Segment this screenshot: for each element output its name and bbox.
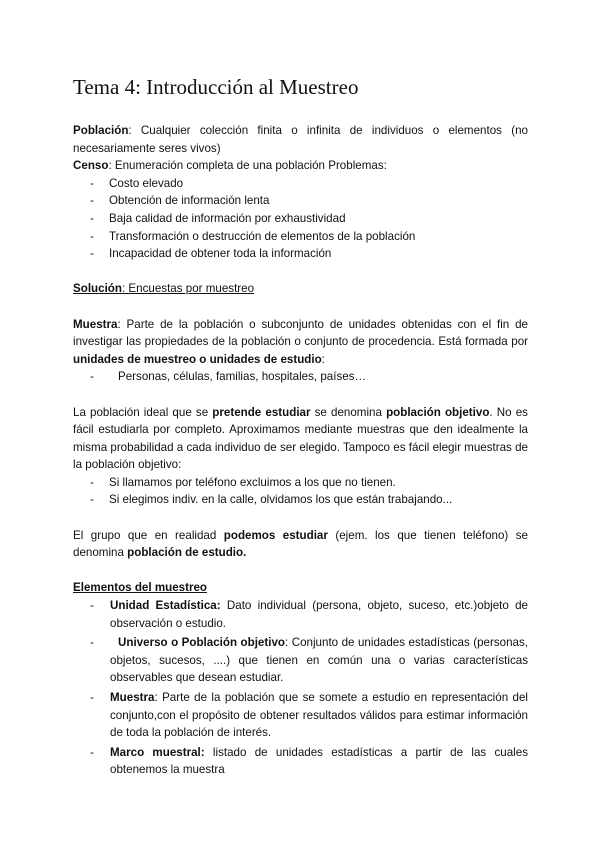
solucion-line bbox=[73, 280, 528, 298]
list-item: - Personas, células, familias, hospitales, países… bbox=[90, 370, 367, 384]
elementos-heading: Elementos del muestreo bbox=[73, 581, 208, 595]
objetivo-examples-list bbox=[73, 474, 528, 509]
elementos-list bbox=[73, 597, 528, 779]
list-item: - Baja calidad de información por exhaustividad bbox=[90, 211, 346, 225]
muestra-term: Muestra bbox=[73, 317, 118, 331]
list-item: - Si llamamos por teléfono excluimos a los que no tienen. bbox=[90, 475, 396, 489]
muestra-examples-list bbox=[73, 368, 528, 386]
poblacion-text: : Cualquier colección finita o infinita de individuos o elementos (no necesariamente seres vivos) bbox=[73, 124, 528, 155]
list-item: - Unidad Estadística: Dato individual (persona, objeto, suceso, etc.)objeto de observación o estudio. bbox=[90, 599, 528, 630]
poblacion-estudio-paragraph: El grupo que en realidad podemos estudiar (ejem. los que tienen teléfono) se denomina población de estudio. bbox=[73, 528, 529, 560]
censo-definition bbox=[73, 157, 528, 175]
solucion-term: Solución bbox=[73, 282, 122, 296]
list-item: - Universo o Población objetivo: Conjunto de unidades estadísticas (personas, objetos, sucesos, ....) que tienen en común una o varias características observables que desean estudiar. bbox=[90, 636, 529, 685]
list-item: - Si elegimos indiv. en la calle, olvidamos los que están trabajando... bbox=[90, 493, 453, 507]
muestra-definition: Muestra: Parte de la población o subconjunto de unidades obtenidas con el fin de investigar las propiedades de la población o conjunto de procedencia. Está formada por unidades de muestreo o unidades de estudio: bbox=[73, 317, 528, 366]
list-item: - Muestra: Parte de la población que se somete a estudio en representación del conjunto,con el propósito de obtener resultados válidos para estimar información de toda la población de interés. bbox=[90, 691, 528, 740]
page-title: Tema 4: Introducción al Muestreo bbox=[73, 75, 359, 99]
list-item: - Costo elevado bbox=[90, 176, 184, 190]
censo-problems-list bbox=[73, 175, 528, 263]
poblacion-definition bbox=[73, 122, 528, 157]
list-item: - Marco muestral: listado de unidades estadísticas a partir de las cuales obtenemos la muestra bbox=[90, 745, 528, 777]
document-content bbox=[73, 74, 528, 781]
poblacion-objetivo-paragraph: La población ideal que se pretende estudiar se denomina población objetivo. No es fácil estudiarla por completo. Aproximamos mediante muestras que den idealmente la misma probabilidad a cada individuo de ser elegido. Tampoco es fácil elegir muestras de la población objetivo: bbox=[73, 405, 528, 472]
censo-term: Censo bbox=[73, 159, 109, 173]
solucion-text: : Encuestas por muestreo bbox=[121, 282, 255, 296]
list-item: - Incapacidad de obtener toda la información bbox=[90, 247, 332, 261]
censo-text: : Enumeración completa de una población Problemas: bbox=[108, 159, 387, 173]
poblacion-term: Población bbox=[73, 124, 129, 137]
list-item: - Obtención de información lenta bbox=[90, 194, 270, 208]
list-item: - Transformación o destrucción de elementos de la población bbox=[90, 229, 416, 243]
